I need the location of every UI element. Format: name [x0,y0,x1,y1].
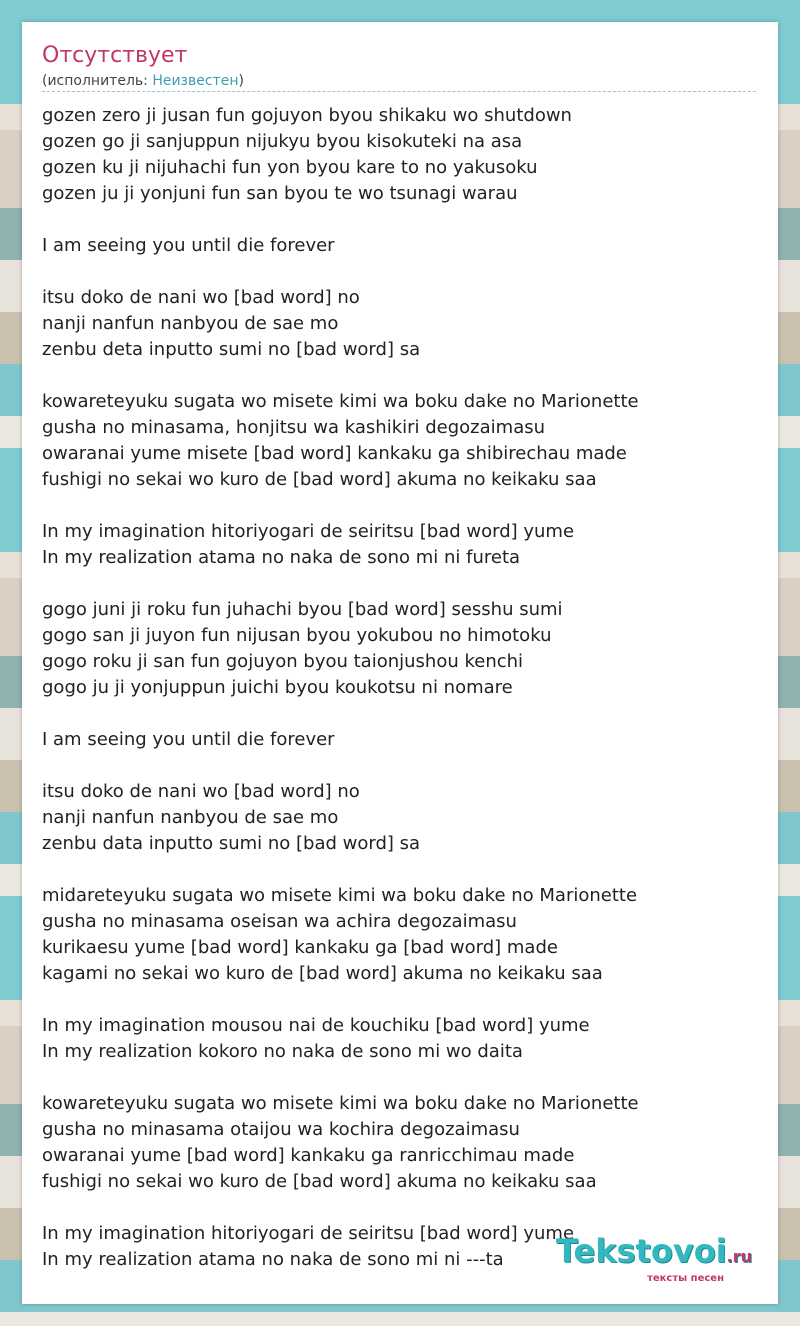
lyric-line: In my imagination hitoriyogari de seiritsu [bad word] yume [42,521,575,542]
lyric-line: fushigi no sekai wo kuro de [bad word] akuma no keikaku saa [42,469,597,490]
artist-link[interactable]: Неизвестен [152,73,239,89]
lyrics-text [42,103,762,1273]
lyric-line: owaranai yume [bad word] kankaku ga ranricchimau made [42,1145,575,1166]
logo-tagline: тексты песен [647,1273,724,1284]
lyric-line: In my realization atama no naka de sono mi ni fureta [42,547,521,568]
logo-domain: .ru [726,1247,752,1266]
lyric-line: nanji nanfun nanbyou de sae mo [42,313,339,334]
stanza-break [42,1195,762,1221]
lyric-line: kowareteyuku sugata wo misete kimi wa boku dake no Marionette [42,391,639,412]
site-logo[interactable] [556,1234,752,1284]
lyric-line: kurikaesu yume [bad word] kankaku ga [bad word] made [42,937,558,958]
stanza-break [42,207,762,233]
lyric-line: gozen ju ji yonjuni fun san byou te wo tsunagi warau [42,183,518,204]
lyrics-card [22,22,778,1304]
stanza-break [42,363,762,389]
lyric-line: gogo san ji juyon fun nijusan byou yokubou no himotoku [42,625,552,646]
lyric-line: In my realization atama no naka de sono mi ni ---ta [42,1249,504,1270]
lyric-line: In my imagination mousou nai de kouchiku [bad word] yume [42,1015,590,1036]
lyric-line: gozen zero ji jusan fun gojuyon byou shikaku wo shutdown [42,105,572,126]
lyric-line: gozen go ji sanjuppun nijukyu byou kisokuteki na asa [42,131,523,152]
lyric-line: gogo roku ji san fun gojuyon byou taionjushou kenchi [42,651,524,672]
artist-prefix: (исполнитель: [42,73,153,89]
stanza-break [42,701,762,727]
stanza-break [42,1065,762,1091]
lyric-line: itsu doko de nani wo [bad word] no [42,781,360,802]
lyric-line: kowareteyuku sugata wo misete kimi wa boku dake no Marionette [42,1093,639,1114]
lyric-line: I am seeing you until die forever [42,729,335,750]
lyric-line: nanji nanfun nanbyou de sae mo [42,807,339,828]
lyric-line: gogo ju ji yonjuppun juichi byou koukotsu ni nomare [42,677,513,698]
stanza-break [42,857,762,883]
lyric-line: kagami no sekai wo kuro de [bad word] akuma no keikaku saa [42,963,603,984]
lyric-line: I am seeing you until die forever [42,235,335,256]
stanza-break [42,259,762,285]
artist-line [42,72,756,90]
lyric-line: zenbu deta inputto sumi no [bad word] sa [42,339,421,360]
lyric-line: gozen ku ji nijuhachi fun yon byou kare to no yakusoku [42,157,538,178]
stanza-break [42,987,762,1013]
artist-suffix: ) [238,73,244,89]
song-header [42,40,756,92]
lyric-line: midareteyuku sugata wo misete kimi wa boku dake no Marionette [42,885,638,906]
song-title: Отсутствует [42,43,188,68]
lyric-line: gusha no minasama oseisan wa achira degozaimasu [42,911,517,932]
lyric-line: In my realization kokoro no naka de sono mi wo daita [42,1041,523,1062]
lyric-line: itsu doko de nani wo [bad word] no [42,287,360,308]
lyric-line: gusha no minasama, honjitsu wa kashikiri degozaimasu [42,417,546,438]
lyric-line: fushigi no sekai wo kuro de [bad word] akuma no keikaku saa [42,1171,597,1192]
lyric-line: gogo juni ji roku fun juhachi byou [bad word] sesshu sumi [42,599,563,620]
lyric-line: gusha no minasama otaijou wa kochira degozaimasu [42,1119,520,1140]
lyric-line: zenbu data inputto sumi no [bad word] sa [42,833,421,854]
stanza-break [42,493,762,519]
logo-wordmark: Tekstovoi [555,1232,727,1270]
stanza-break [42,753,762,779]
lyric-line: In my imagination hitoriyogari de seiritsu [bad word] yume [42,1223,575,1244]
stanza-break [42,571,762,597]
lyric-line: owaranai yume misete [bad word] kankaku ga shibirechau made [42,443,627,464]
